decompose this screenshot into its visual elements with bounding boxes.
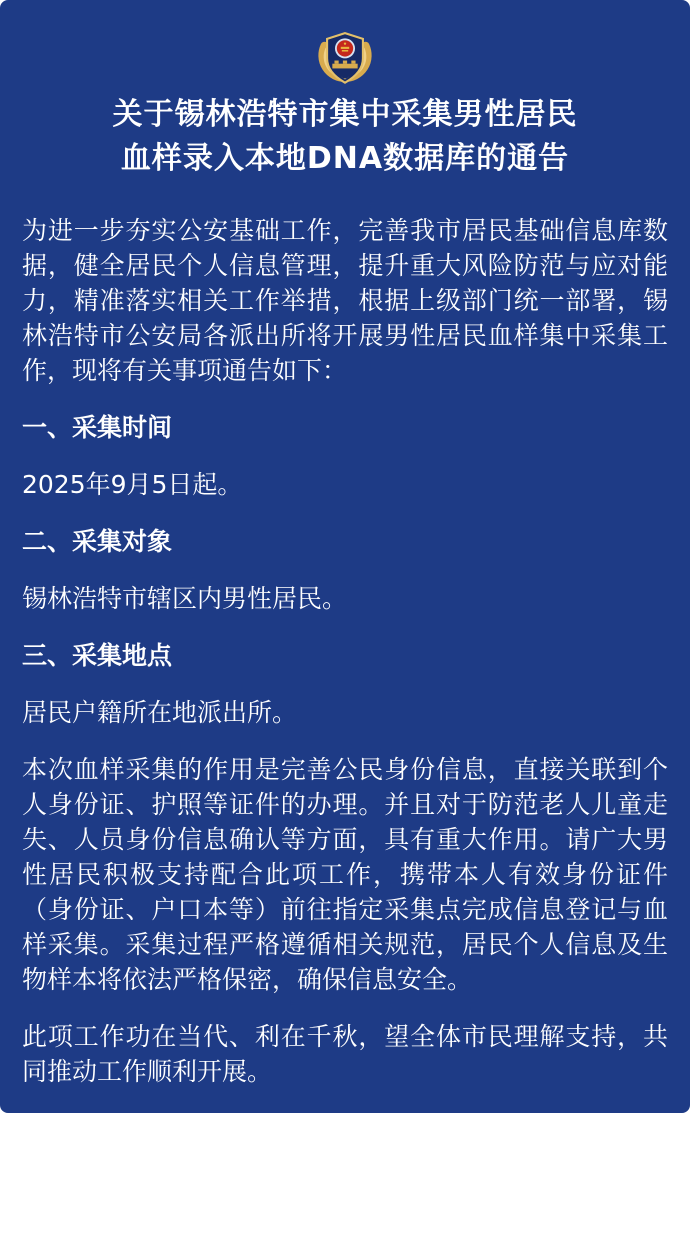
intro-paragraph: 为进一步夯实公安基础工作，完善我市居民基础信息库数据，健全居民个人信息管理，提升重大风险防范与应对能力，精准落实相关工作举措，根据上级部门统一部署，锡林浩特市公安局各派出所将开展男性居民血样集中采集工作，现将有关事项通告如下：	[22, 216, 668, 385]
signature-block	[22, 1168, 668, 1238]
police-badge-icon	[313, 31, 377, 89]
section-body-collection-target: 锡林浩特市辖区内男性居民。	[22, 584, 348, 613]
notice-title-line-2: 血样录入本地DNA数据库的通告	[120, 141, 570, 176]
signature-issuer: 锡林浩特市公安局	[467, 1171, 668, 1200]
final-note: 特此通告	[22, 1114, 123, 1143]
notice-title	[22, 93, 668, 181]
section-heading-collection-target: 二、采集对象	[22, 527, 173, 556]
section-body-collection-time: 2025年9月5日起。	[22, 470, 243, 499]
notice-title-line-1: 关于锡林浩特市集中采集男性居民	[112, 97, 578, 132]
signature-date: 2025年9月20日	[481, 1206, 668, 1235]
closing-paragraph: 此项工作功在当代、利在千秋，望全体市民理解支持，共同推动工作顺利开展。	[22, 1022, 668, 1086]
purpose-paragraph: 本次血样采集的作用是完善公民身份信息，直接关联到个人身份证、护照等证件的办理。并且对于防范老人儿童走失、人员身份信息确认等方面，具有重大作用。请广大男性居民积极支持配合此项工作，携带本人有效身份证件（身份证、户口本等）前往指定采集点完成信息登记与血样采集。采集过程严格遵循相关规范，居民个人信息及生物样本将依法严格保密，确保信息安全。	[22, 755, 668, 994]
section-heading-collection-time: 一、采集时间	[22, 413, 173, 442]
emblem-container	[22, 0, 668, 89]
section-heading-collection-location: 三、采集地点	[22, 641, 173, 670]
section-body-collection-location: 居民户籍所在地派出所。	[22, 698, 298, 727]
